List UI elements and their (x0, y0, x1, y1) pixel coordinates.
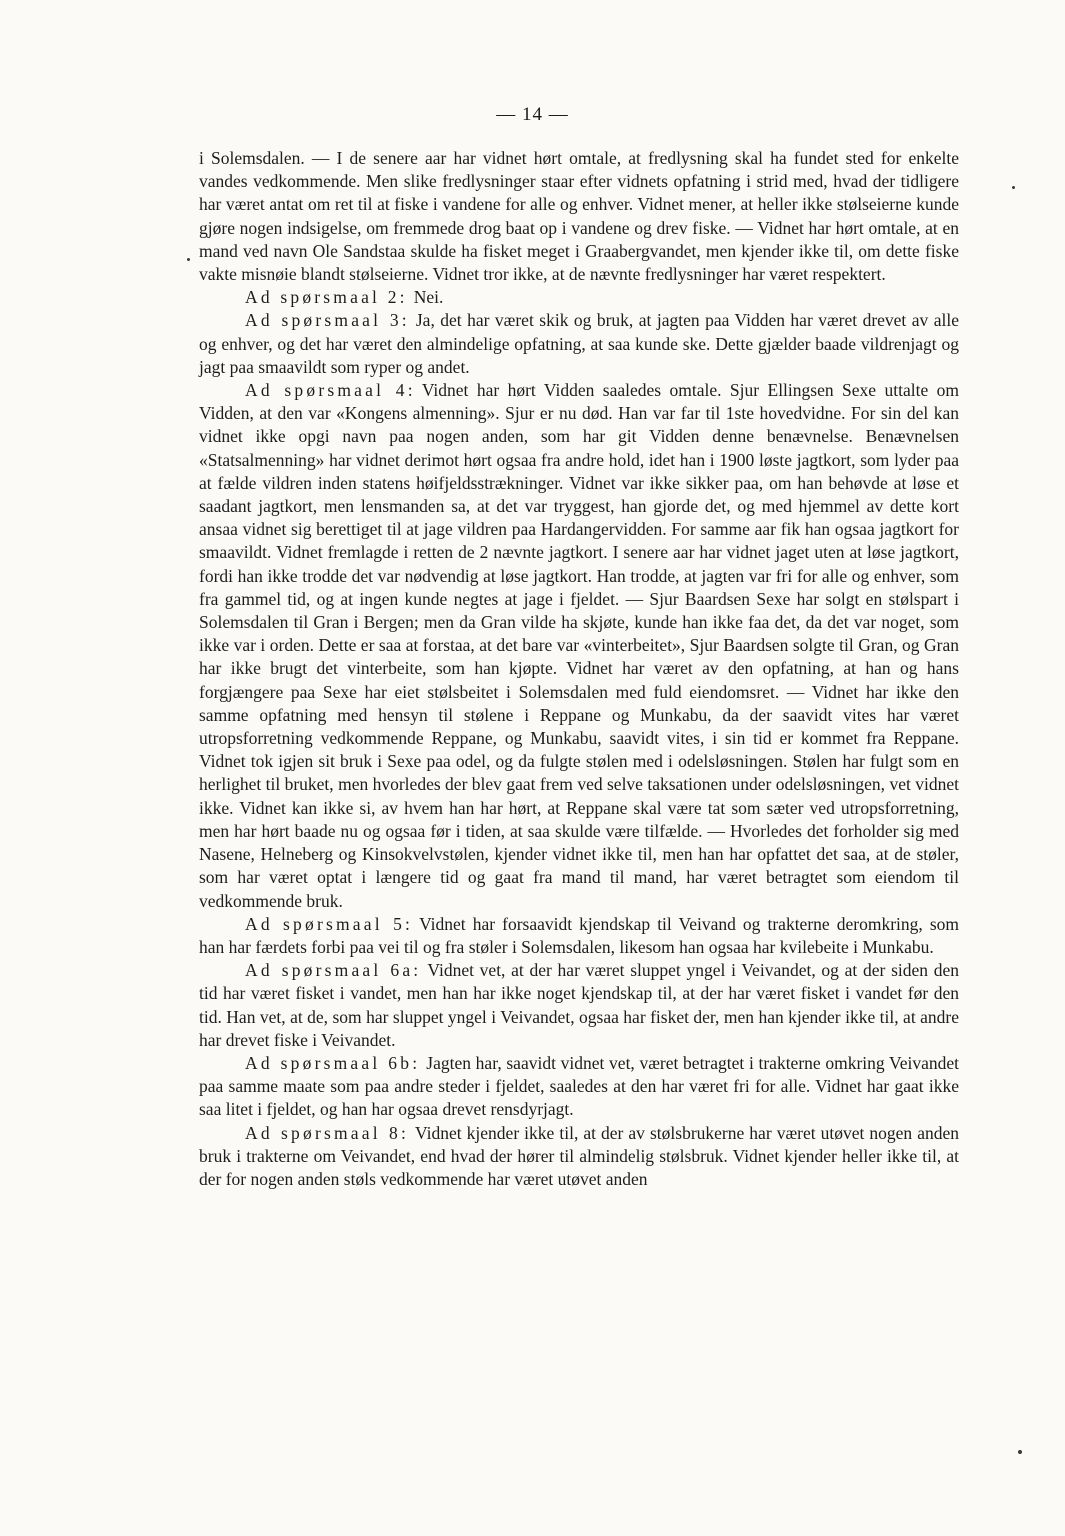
paragraph (199, 913, 959, 959)
paragraph (199, 286, 959, 309)
question-label: Ad spørsmaal 8: (245, 1122, 410, 1143)
paragraph (199, 379, 959, 913)
paragraph (199, 1052, 959, 1122)
page-number: — 14 — (496, 104, 569, 125)
paragraph-text: Ja, det har været skik og bruk, at jagten paa Vidden har været drevet av alle og enhver, og det har været den almindelige opfatning, at saa kunde ske. Dette gjælder baade vildrenjagt og jagt paa smaavildt som ryper og andet. (199, 310, 959, 377)
body-text (199, 147, 959, 1191)
question-label: Ad spørsmaal 2: (245, 287, 408, 308)
paragraph-text: Nei. (413, 287, 444, 308)
paragraph (199, 147, 959, 286)
ink-speck (1018, 1450, 1022, 1454)
ink-speck (1012, 186, 1015, 189)
paragraph (199, 1122, 959, 1192)
paragraph-text: i Solemsdalen. — I de senere aar har vidnet hørt omtale, at fredlysning skal ha fundet sted for enkelte vandes vedkommende. Men slike fredlysninger staar efter vidnets opfatning i strid med, hvad der tidligere har været antat om ret til at fiske i vandene for alle og enhver. Vidnet mener, at heller ikke stølseierne kunde gjøre nogen indsigelse, om fremmede drog baat op i vandene og drev fiske. — Vidnet har hørt omtale, at en mand ved navn Ole Sandstaa skulde ha fisket meget i Graabergvandet, men kjender ikke til, om dette fiske vakte misnøie blandt stølseierne. Vidnet tror ikke, at de nævnte fredlysninger har været respektert. (199, 148, 959, 285)
question-label: Ad spørsmaal 6b: (245, 1052, 421, 1073)
question-label: Ad spørsmaal 6a: (245, 960, 422, 981)
question-label: Ad spørsmaal 5: (245, 913, 414, 934)
paragraph (199, 309, 959, 379)
paragraph-text: Jagten har, saavidt vidnet vet, været betragtet i trakterne omkring Veivandet paa samme maate som paa andre steder i fjeldet, saaledes at den har været fri for alle. Vidnet har gaat ikke saa litet i fjeldet, og han har ogsaa drevet rensdyrjagt. (199, 1052, 959, 1120)
paragraph-text: Vidnet har forsaavidt kjendskap til Veivand og trakterne deromkring, som han har færdets forbi paa vei til og fra støler i Solemsdalen, likesom han ogsaa har kvilebeite i Munkabu. (199, 913, 959, 957)
paragraph (199, 959, 959, 1052)
paragraph-text: Vidnet vet, at der har været sluppet yngel i Veivandet, og at der siden den tid har været fisket i vandet, men han har ikke noget kjendskap til, at der har været fisket i vandet før den tid. Han vet, at de, som har sluppet yngel i Veivandet, ogsaa har fisket der, men han kjender ikke til, at andre har drevet fiske i Veivandet. (199, 960, 959, 1050)
question-label: Ad spørsmaal 3: (245, 310, 410, 331)
paragraph-text: Vidnet kjender ikke til, at der av stølsbrukerne har været utøvet nogen anden bruk i trakterne om Veivandet, end hvad der hører til almindelig stølsbruk. Vidnet kjender heller ikke til, at der for nogen anden støls vedkommende har været utøvet anden (199, 1122, 959, 1189)
ink-speck (187, 258, 190, 261)
question-label: Ad spørsmaal 4: (245, 380, 416, 401)
paragraph-text: Vidnet har hørt Vidden saaledes omtale. Sjur Ellingsen Sexe uttalte om Vidden, at den var «Kongens almenning». Sjur er nu død. Han var far til 1ste hovedvidne. For sin del kan vidnet ikke opgi navn paa nogen anden, som har git Vidden denne benævnelse. Benævnelsen «Statsalmenning» har vidnet derimot hørt ogsaa fra andre hold, idet han i 1900 løste jagtkort, som lyder paa at fælde vildren inden statens høifjeldsstrækninger. Vidnet var ikke sikker paa, om han behøvde at løse et saadant jagtkort, men lensmanden sa, at det var tryggest, han gjorde det, og med hjemmel av dette kort ansaa vidnet sig berettiget til at jage vildren paa Hardangervidden. For samme aar fik han ogsaa jagtkort for smaavildt. Vidnet fremlagde i retten de 2 nævnte jagtkort. I senere aar har vidnet jaget uten at løse jagtkort, fordi han ikke trodde det var nødvendig at løse jagtkort. Han trodde, at jagten var fri for alle og enhver, som fra gammel tid, og at ingen kunde negtes at jage i fjeldet. — Sjur Baardsen Sexe har solgt en stølspart i Solemsdalen til Gran i Bergen; men da Gran vilde ha skjøte, kunde han ikke faa det, da det var noget, som ikke var i orden. Dette er saa at forstaa, at det bare var «vinterbeitet», Sjur Baardsen solgte til Gran, og Gran har ikke brugt det vinterbeite, som han kjøpte. Vidnet har været av den opfatning, at han og hans forgjængere paa Sexe har eiet stølsbeitet i Solemsdalen med fuld eiendomsret. — Vidnet har ikke den samme opfatning med hensyn til stølene i Reppane og Munkabu, da der saavidt vites har været utropsforretning vedkommende Reppane, og Munkabu, saavidt vites, i sin tid er kommet fra Reppane. Vidnet tok igjen sit bruk i Sexe paa odel, og da fulgte stølen med i odelsløsningen. Stølen har fulgt som en herlighet til bruket, men hvorledes der blev gaat frem ved selve taksationen under odelsløsningen, vet vidnet ikke. Vidnet kan ikke si, av hvem han har hørt, at Reppane skal være tat som sæter ved utropsforretning, men har hørt baade nu og ogsaa før i tiden, at saa skulde være tilfælde. — Hvorledes det forholder sig med Nasene, Helneberg og Kinsokvelvstølen, kjender vidnet ikke til, men han har opfattet det saa, at de støler, som har været optat i længere tid og gaat fra mand til mand, har været betragtet som eiendom til vedkommende bruk. (199, 380, 959, 911)
